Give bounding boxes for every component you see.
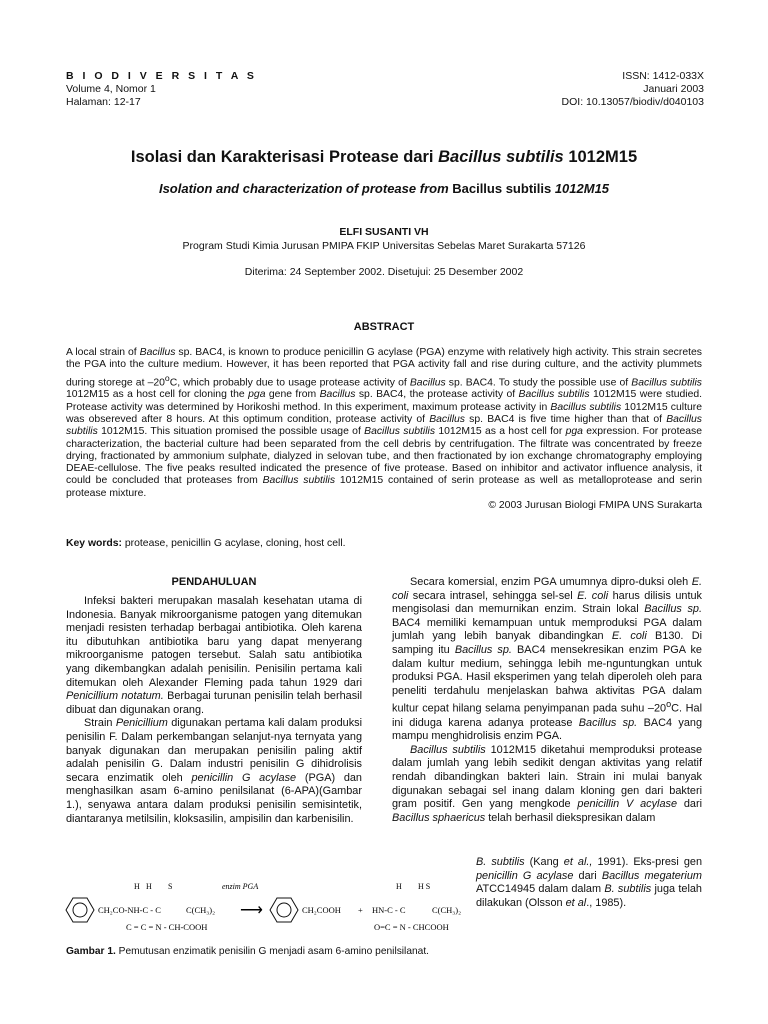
copyright: © 2003 Jurusan Biologi FMIPA UNS Surakarta [488,500,702,512]
paper-title: Isolasi dan Karakterisasi Protease dari Bacillus subtilis 1012M15 [130,148,638,166]
6apa-chain-end: C(CH₃)₂ [432,905,462,915]
6apa-ring: O=C = N - CHCOOH [374,922,449,932]
paragraph: Infeksi bakteri merupakan masalah kesehatan utama di Indonesia. Banyak mikroorganisme patogen yang ditemukan menjadi resisten terhadap berbagai antibiotika. Oleh karena itu dibutuhkan antibiotika baru yang dapat menyerang mikroorganisme patogen tersebut. Salah satu antibiotika yang dikembangkan adalah penisilin. Penisilin pertama kali ditemukan oleh Alexander Fleming pada tahun 1929 dari Penicillium notatum. Berbagai turunan penisilin telah berhasil dibuat dan digunakan orang. [66,595,362,716]
doi: DOI: 10.13057/biodiv/d040103 [561,96,704,108]
hs-label: H S [418,882,431,891]
plus-sign: + [358,905,363,915]
paragraph: Bacillus subtilis 1012M15 diketahui memproduksi protease dalam jumlah yang lebih sedikit dengan aktivitas yang relatif rendah dibandingkan bakteri lain. Strain ini mulai banyak digunakan sebagai sel inang dalam kloning gen dari bakteri gram positif. Gen yang mengkode penicillin V acylase dari Bacillus sphaericus telah berhasil diekspresikan dalam [392,743,702,824]
reaction-arrow-icon: ⟶ [240,902,263,919]
issn: ISSN: 1412-033X [622,70,704,82]
figure-caption: Gambar 1. Pemutusan enzimatik penisilin G menjadi asam 6-amino penilsilanat. [66,946,429,957]
received-dates: Diterima: 24 September 2002. Disetujui: 25 Desember 2002 [244,266,524,278]
paragraph: Strain Penicillium digunakan pertama kali dalam produksi penisilin F. Dalam perkembangan selanjut-nya ternyata yang banyak digunakan dan merupakan penisilin paling aktif adalah penisilin G. Dalam industri penisilin G dihidrolisis secara enzimatik oleh penicillin G acylase (PGA) dan menghasilkan asam 6-amino penilsilanat (6-APA)(Gambar 1.), senyawa antara dalam produksi penisilin semisintetik, diantaranya metilsilin, kloksasilin, ampisilin dan karbenisilin. [66,717,363,825]
benzene-ring-2 [270,898,298,922]
issue-date: Januari 2003 [643,83,704,95]
keywords: Key words: protease, penicillin G acylase, cloning, host cell. [66,538,346,549]
enzyme-label: enzim PGA [222,882,259,891]
penicillin-chain-end: C(CH₃)₂ [186,905,216,915]
section-heading-pendahuluan: PENDAHULUAN [171,576,257,588]
h-label: H [396,882,402,891]
paragraph: Secara komersial, enzim PGA umumnya dipro-duksi oleh E. coli secara intrasel, sehingga sel-sel E. coli harus dilisis untuk mengisolasi dan memurnikan enzim. Strain lokal Bacillus sp. BAC4 memiliki kemampuan untuk memproduksi PGA dalam jumlah yang lebih banyak dibandingkan E. coli B130. Di samping itu Bacillus sp. BAC4 mensekresikan enzim PGA ke dalam kultur medium, sehingga lebih me-nguntungkan untuk produksi PGA. Hasil eksperimen yang telah diperoleh oleh para peneliti terdahulu menjelaskan bahwa aktivitas PGA dalam kultur cepat hilang selama penyimpanan pada suhu –20$^o$C. Hal ini diduga karena adanya protease Bacillus sp. BAC4 yang mampu menghidrolisis enzim PGA. [392,576,702,743]
journal-volume: Volume 4, Nomor 1 [66,83,156,95]
penicillin-ring: C = C = N - CH-COOH [126,922,208,932]
penicillin-chain: CH₂CO-NH-C - C [98,905,161,915]
benzene-ring-1 [66,898,94,922]
phenylacetic-acid: CH₂COOH [302,905,341,915]
right-column [392,576,702,825]
journal-header-right [562,70,704,109]
affiliation: Program Studi Kimia Jurusan PMIPA FKIP Universitas Sebelas Maret Surakarta 57126 [182,240,586,252]
left-column [66,595,362,826]
s-label: S [168,882,173,891]
abstract-heading: ABSTRACT [353,321,415,333]
h-label: H [146,882,152,891]
paper-subtitle: Isolation and characterization of protease from Bacillus subtilis 1012M15 [158,181,610,196]
abstract-body: A local strain of Bacillus sp. BAC4, is known to produce penicillin G acylase (PGA) enzyme with relatively high activity. This strain secretes the PGA into the culture medium. However, it has been reported that PGA activity fall and rise during culture, and the activity plummets during storege at –20$^o$C, which probably due to usage protease activity of Bacillus sp. BAC4. To study the possible use of Bacillus subtilis 1012M15 as a host cell for cloning the pga gene from Bacillus sp. BAC4, the protease activity of Bacillus subtilis 1012M15 were studied. Protease activity was determined by Horikoshi method. In this experiment, maximum protease activity in Bacillus subtilis 1012M15 culture was obsereved after 8 hours. At this optimum condition, protease activity of Bacillus sp. BAC4 is five time higher than that of Bacillus subtilis 1012M15. This situation promised the possible usage of Bacillus subtilis 1012M15 as a host cell for pga expression. For protease characterization, the bacterial culture had been separated from the cell debris by centrifugation. The filtrate was concentrated by freeze drying, fractionated by ammonium sulphate, dialyzed in selovan tube, and then fractionated by ion exchange chromatography employing DEAE-cellulose. The five peaks resulted indicated the presence of five protease. Based on inhibitor and activator influence analysis, it could be concluded that proteases from Bacillus subtilis 1012M15 contained of serin protease as well as metalloprotease and serin protease mixture. © 2003 Jurusan Biologi FMIPA UNS Surakarta [66,347,703,512]
figure-wrap-text: B. subtilis (Kang et al., 1991). Eks-presi gen penicillin G acylase dari Bacillus megaterium ATCC14945 dalam dalam B. subtilis juga telah dilakukan (Olsson et al., 1985). [476,856,702,909]
journal-pages: Halaman: 12-17 [66,96,141,108]
reaction-figure [62,880,474,940]
author: ELFI SUSANTI VH [339,226,429,238]
journal-header-left [66,70,257,109]
journal-name: B I O D I V E R S I T A S [66,70,257,82]
h-label: H [134,882,140,891]
6apa-chain: HN-C - C [372,905,406,915]
